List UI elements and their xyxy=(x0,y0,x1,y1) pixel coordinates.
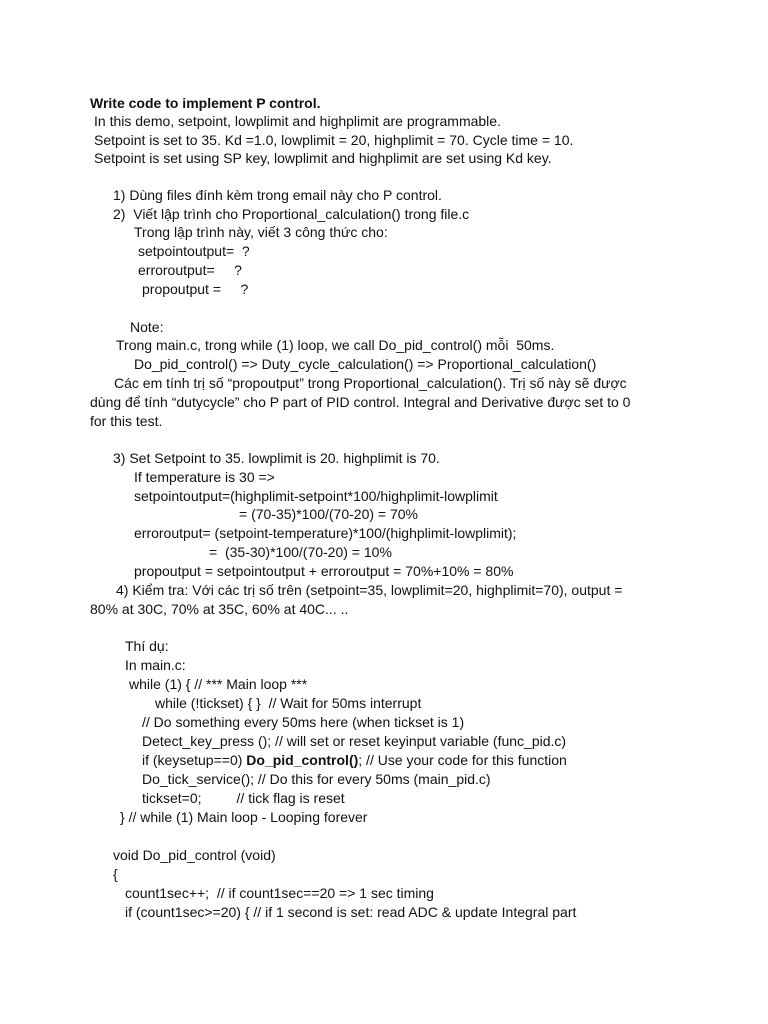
step-3-formula: erroroutput= (setpoint-temperature)*100/(highplimit-lowplimit); xyxy=(134,525,517,541)
step-3-condition: If temperature is 30 => xyxy=(134,469,275,485)
code-line: { xyxy=(113,866,118,882)
note-line: Trong main.c, trong while (1) loop, we call Do_pid_control() mỗi 50ms. xyxy=(116,337,555,353)
code-line: Do_tick_service(); // Do this for every 50ms (main_pid.c) xyxy=(142,771,491,787)
code-line: tickset=0; // tick flag is reset xyxy=(142,790,345,806)
code-line: void Do_pid_control (void) xyxy=(113,847,276,863)
code-text: ; // Use your code for this function xyxy=(358,752,567,768)
step-2-detail: Trong lập trình này, viết 3 công thức cho: xyxy=(134,224,388,240)
paragraph-line: dùng để tính “dutycycle” cho P part of PID control. Integral and Derivative được set to 0 xyxy=(90,394,631,410)
step-4: 4) Kiểm tra: Với các trị số trên (setpoint=35, lowplimit=20, highplimit=70), output = xyxy=(116,582,623,598)
code-line: count1sec++; // if count1sec==20 => 1 sec timing xyxy=(125,885,434,901)
code-line: } // while (1) Main loop - Looping forever xyxy=(120,809,368,825)
intro-line: Setpoint is set using SP key, lowplimit and highplimit are set using Kd key. xyxy=(94,150,552,166)
intro-line: In this demo, setpoint, lowplimit and highplimit are programmable. xyxy=(94,113,501,129)
formula-prop: propoutput = ? xyxy=(142,281,249,297)
step-4: 80% at 30C, 70% at 35C, 60% at 40C... .. xyxy=(90,601,349,617)
document-heading: Write code to implement P control. xyxy=(90,95,321,111)
note-line: Do_pid_control() => Duty_cycle_calculation() => Proportional_calculation() xyxy=(134,356,597,372)
code-line: while (!tickset) { } // Wait for 50ms interrupt xyxy=(155,695,422,711)
code-line: if (count1sec>=20) { // if 1 second is set: read ADC & update Integral part xyxy=(125,904,577,920)
code-line xyxy=(142,751,567,769)
step-3-result: = (35-30)*100/(70-20) = 10% xyxy=(209,544,392,560)
note-label: Note: xyxy=(130,319,164,335)
code-line: Detect_key_press (); // will set or reset keyinput variable (func_pid.c) xyxy=(142,733,567,749)
step-3-formula: setpointoutput=(highplimit-setpoint*100/highplimit-lowplimit xyxy=(134,488,498,504)
code-text: if (keysetup==0) xyxy=(142,752,247,768)
step-2: 2) Viết lập trình cho Proportional_calculation() trong file.c xyxy=(113,206,470,222)
code-function-name: Do_pid_control() xyxy=(246,752,359,768)
formula-error: erroroutput= ? xyxy=(138,262,242,278)
step-3: 3) Set Setpoint to 35. lowplimit is 20. highplimit is 70. xyxy=(113,450,440,466)
formula-setpoint: setpointoutput= ? xyxy=(138,243,250,259)
example-label: Thí dụ: xyxy=(125,638,169,654)
example-file: In main.c: xyxy=(125,657,186,673)
intro-line: Setpoint is set to 35. Kd =1.0, lowplimit = 20, highplimit = 70. Cycle time = 10. xyxy=(94,132,574,148)
paragraph-line: Các em tính trị số “propoutput” trong Proportional_calculation(). Trị số này sẽ được xyxy=(114,375,627,391)
step-3-formula: propoutput = setpointoutput + erroroutput = 70%+10% = 80% xyxy=(134,563,514,579)
step-1: 1) Dùng files đính kèm trong email này cho P control. xyxy=(113,187,442,203)
paragraph-line: for this test. xyxy=(90,413,163,429)
step-3-result: = (70-35)*100/(70-20) = 70% xyxy=(239,506,418,522)
code-line: while (1) { // *** Main loop *** xyxy=(129,676,308,692)
code-line: // Do something every 50ms here (when tickset is 1) xyxy=(142,714,465,730)
